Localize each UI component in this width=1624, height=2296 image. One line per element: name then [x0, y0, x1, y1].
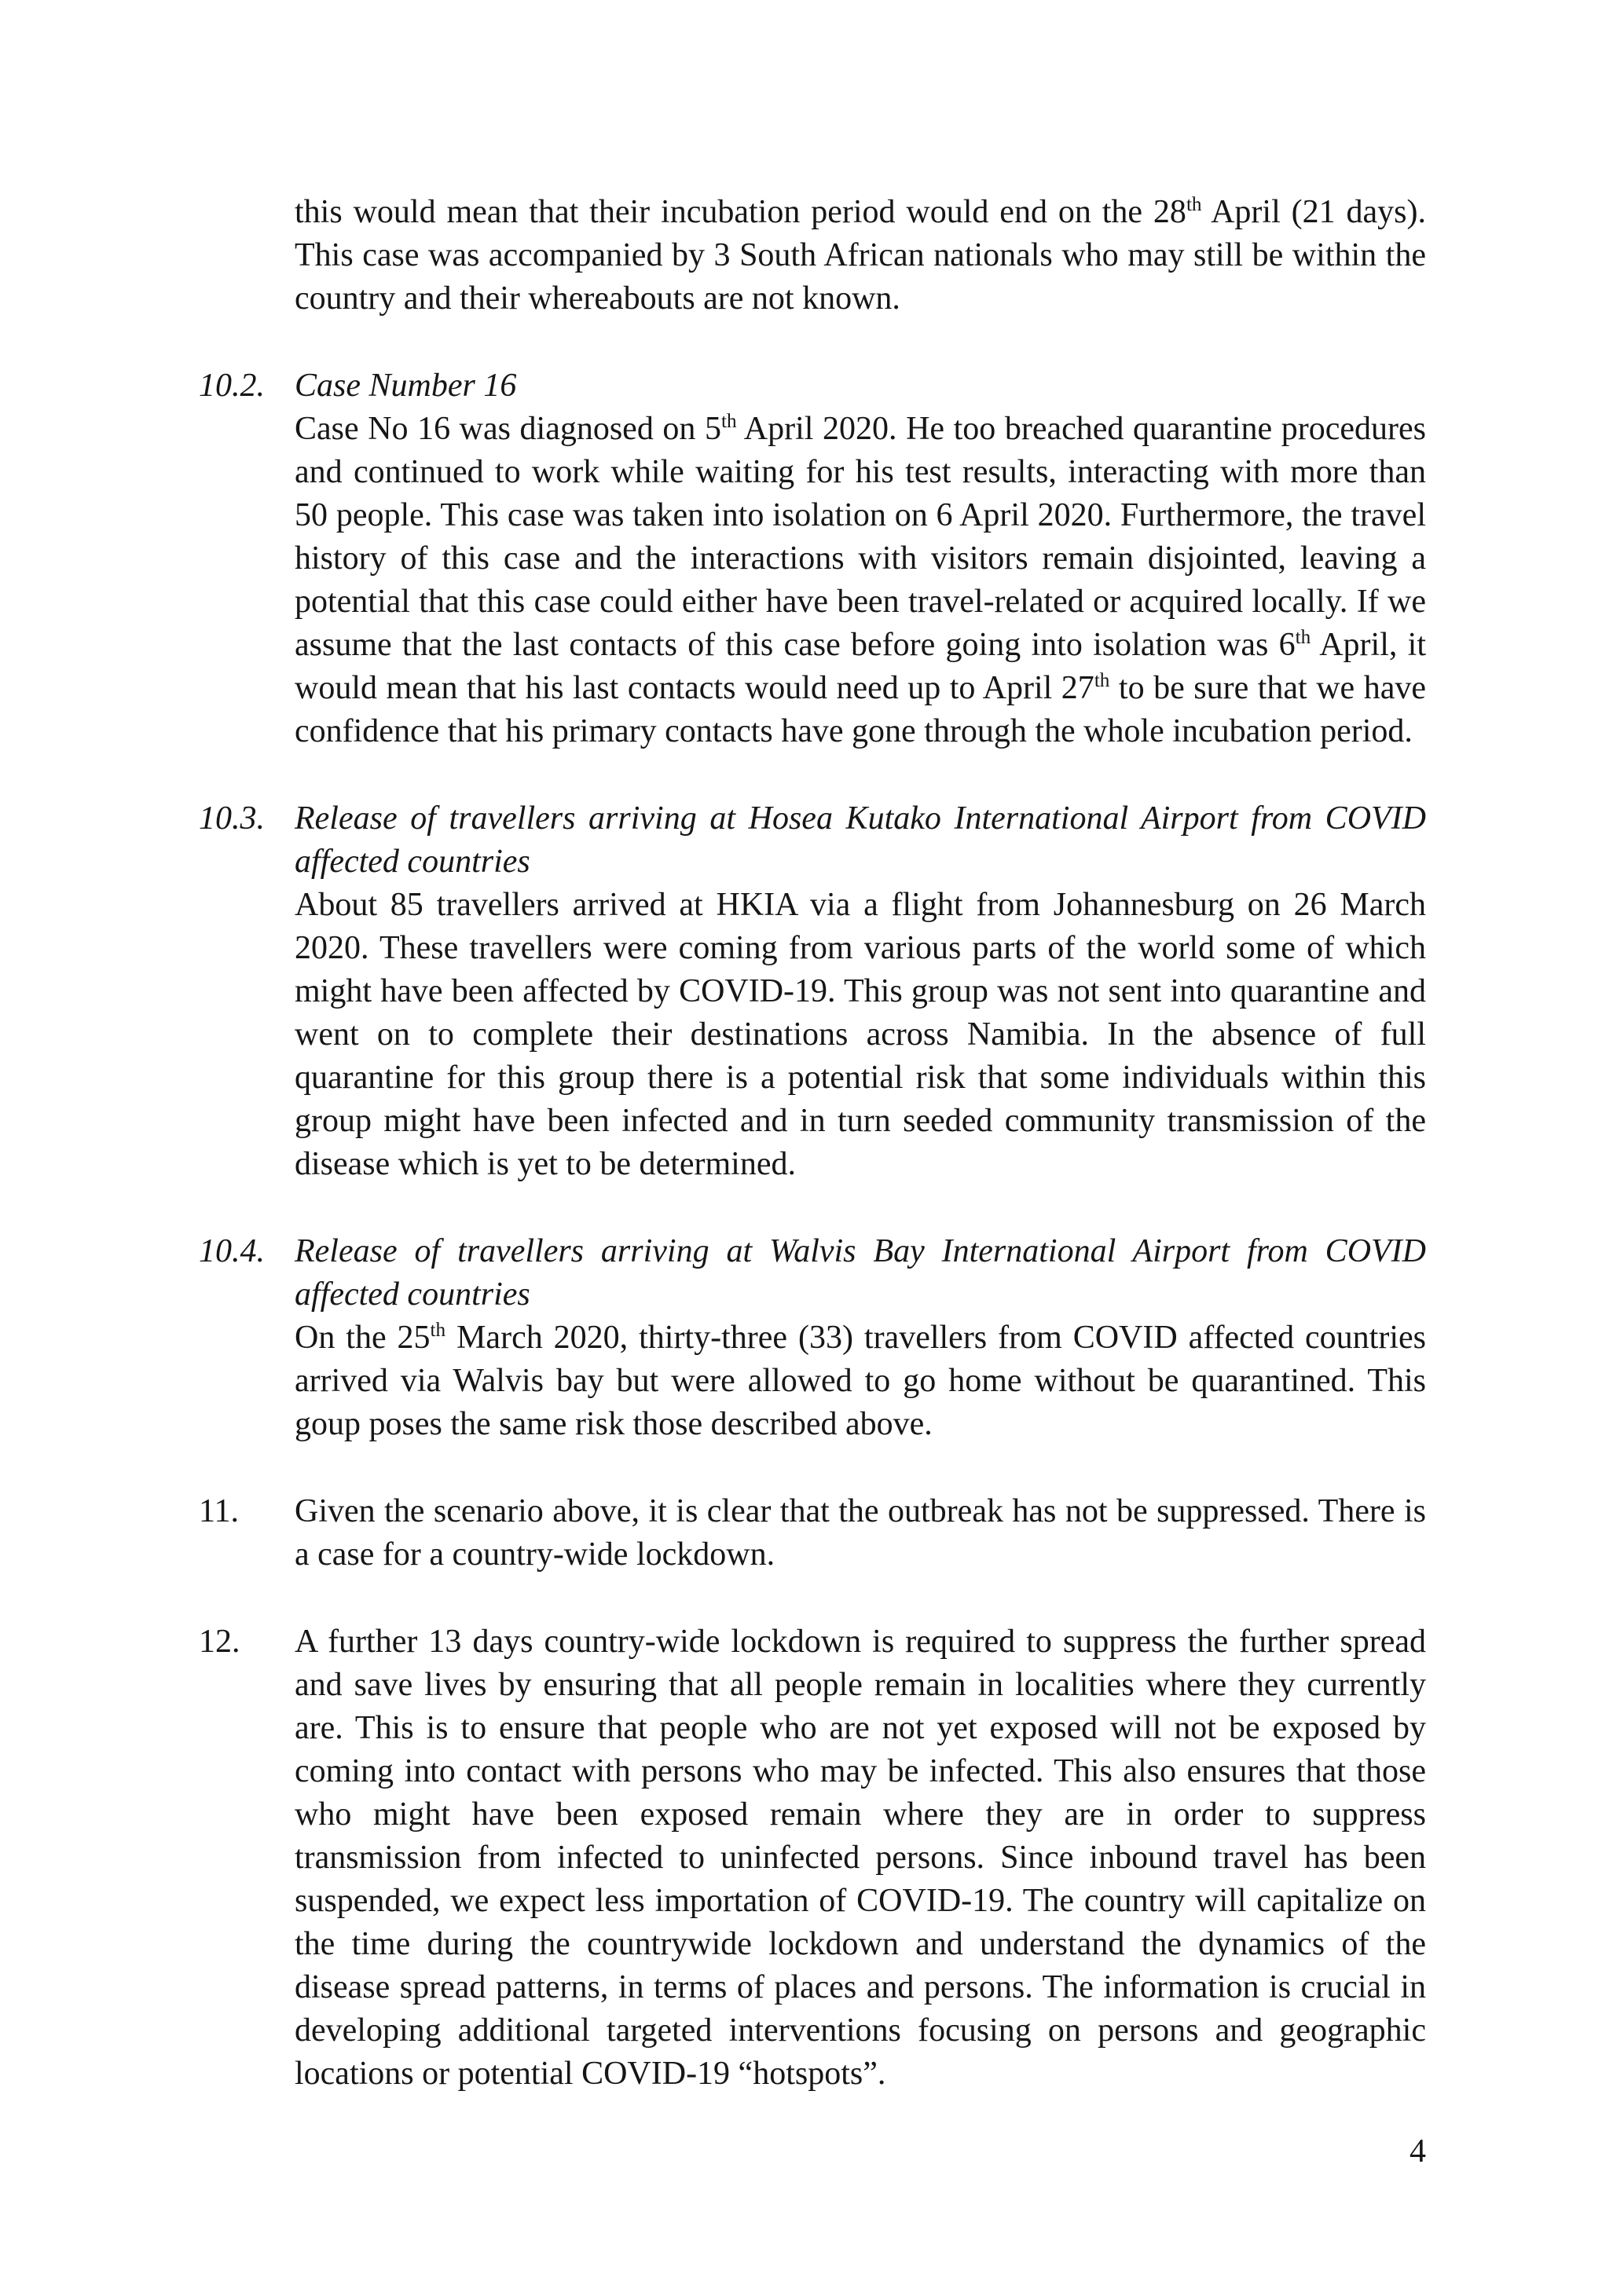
- section-11: [199, 1490, 1426, 1576]
- section-10-2: [199, 364, 1426, 753]
- section-number: 10.3.: [199, 800, 265, 837]
- section-body: About 85 travellers arrived at HKIA via a flight from Johannesburg on 26 March 2020. These travellers were coming from various parts of the world some of which might have been affected by COVID-19. This group was not sent into quarantine and went on to complete their destinations across Namibia. In the absence of full quarantine for this group there is a potential risk that some individuals within this group might have been infected and in turn seeded community transmission of the disease which is yet to be determined.: [295, 887, 1426, 1182]
- section-body: On the 25th March 2020, thirty-three (33) travellers from COVID affected countries arrived via Walvis bay but were allowed to go home without be quarantined. This goup poses the same risk those described above.: [295, 1320, 1426, 1442]
- paragraph-continuation: [199, 191, 1426, 320]
- page-number: 4: [1410, 2133, 1426, 2170]
- section-12: [199, 1620, 1426, 2096]
- section-number: 11.: [199, 1493, 239, 1529]
- section-number: 12.: [199, 1624, 240, 1660]
- document-content: [199, 191, 1426, 2140]
- section-body: Case No 16 was diagnosed on 5th April 2020. He too breached quarantine procedures and continued to work while waiting for his test results, interacting with more than 50 people. This case was taken into isolation on 6 April 2020. Furthermore, the travel history of this case and the interactions with visitors remain disjointed, leaving a potential that this case could either have been travel-related or acquired locally. If we assume that the last contacts of this case before going into isolation was 6th April, it would mean that his last contacts would need up to April 27th to be sure that we have confidence that his primary contacts have gone through the whole incubation period.: [295, 411, 1426, 749]
- section-number-empty: [199, 191, 295, 320]
- section-number: 10.4.: [199, 1233, 265, 1269]
- section-heading: Release of travellers arriving at Hosea Kutako International Airport from COVID affected countries: [295, 800, 1426, 880]
- section-10-3: [199, 797, 1426, 1186]
- section-heading: Case Number 16: [295, 368, 517, 404]
- section-body: A further 13 days country-wide lockdown is required to suppress the further spread and save lives by ensuring that all people remain in localities where they currently are. This is to ensure that people who are not yet exposed will not be exposed by coming into contact with persons who may be infected. This also ensures that those who might have been exposed remain where they are in order to suppress transmission from infected to uninfected persons. Since inbound travel has been suspended, we expect less importation of COVID-19. The country will capitalize on the time during the countrywide lockdown and understand the dynamics of the disease spread patterns, in terms of places and persons. The information is crucial in developing additional targeted interventions focusing on persons and geographic locations or potential COVID-19 “hotspots”.: [295, 1624, 1426, 2092]
- section-heading: Release of travellers arriving at Walvis Bay International Airport from COVID affected countries: [295, 1233, 1426, 1313]
- section-body: Given the scenario above, it is clear that the outbreak has not be suppressed. There is a case for a country-wide lockdown.: [295, 1493, 1426, 1573]
- section-number: 10.2.: [199, 368, 265, 404]
- section-10-4: [199, 1230, 1426, 1446]
- paragraph-text: this would mean that their incubation period would end on the 28th April (21 days). This case was accompanied by 3 South African nationals who may still be within the country and their whereabouts are not known.: [295, 194, 1427, 317]
